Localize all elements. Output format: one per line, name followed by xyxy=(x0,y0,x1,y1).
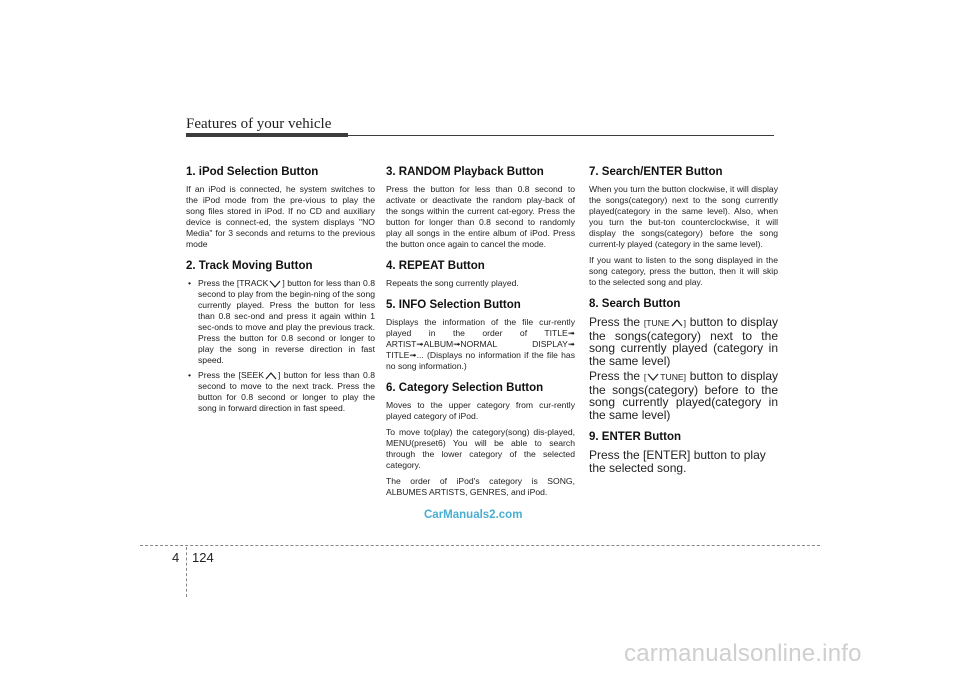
section-enter-text: Press the [ENTER] button to play the selected song. xyxy=(589,448,766,475)
site-watermark: carmanualsonline.info xyxy=(624,640,862,667)
section-track-moving-title: 2. Track Moving Button xyxy=(186,260,313,272)
section-category-selection-p1: Moves to the upper category from cur-rently played category of iPod. xyxy=(386,400,575,421)
section-search-title: 8. Search Button xyxy=(589,298,681,310)
chevron-down-icon xyxy=(647,373,659,381)
column-1 xyxy=(186,165,375,418)
section-random-playback-title: 3. RANDOM Playback Button xyxy=(386,166,544,178)
header-rule-thin xyxy=(348,135,774,136)
list-item: • Press the [TRACK ] button for less than 0.8 second to play from the begin-ning of the song currently played. Press the button for less than 0.8 sec-ond and press it again within 1 sec-onds to move and play the previous track. Press the button for 0.8 second or longer to play the song in reverse direction in fast speed. xyxy=(186,278,375,366)
carmanuals-watermark: CarManuals2.com xyxy=(424,509,523,521)
section-info-selection-text: Displays the information of the file cur-rently played in the order of TITLE➟ ARTIST➟ALBUM➟NORMAL DISPLAY➟ TITLE➟... (Displays no information if the file has no song information.) xyxy=(386,317,575,371)
section-search-text-b: Press the [ TUNE] button to display the songs(category) before to the song currently played(category in the same level) xyxy=(589,369,778,422)
section-ipod-selection-text: If an iPod is connected, he system switches to the iPod mode from the pre-vious to play the song files stored in iPod. If no CD and auxiliary device is connect-ed, the system displays "NO Media" for 3 seconds and returns to the previous mode xyxy=(186,184,375,249)
footer-rule xyxy=(140,545,820,546)
chapter-number: 4 xyxy=(172,550,180,565)
section-repeat-title: 4. REPEAT Button xyxy=(386,260,485,272)
page-header-title: Features of your vehicle xyxy=(186,116,332,132)
list-item: • Press the [SEEK ] button for less than 0.8 second to move to the next track. Press the button for 0.8 second or longer to play the song in forward direction in fast speed. xyxy=(186,370,375,414)
chevron-down-icon xyxy=(269,280,281,288)
section-repeat-text: Repeats the song currently played. xyxy=(386,278,519,288)
column-2 xyxy=(386,165,575,503)
section-ipod-selection-title: 1. iPod Selection Button xyxy=(186,166,319,178)
section-info-selection-title: 5. INFO Selection Button xyxy=(386,299,521,311)
section-category-selection-title: 6. Category Selection Button xyxy=(386,382,544,394)
section-category-selection-p3: The order of iPod's category is SONG, ALBUMES ARTISTS, GENRES, and iPod. xyxy=(386,476,575,497)
track-moving-list xyxy=(186,278,375,414)
column-3 xyxy=(589,165,778,477)
section-random-playback-text: Press the button for less than 0.8 second to activate or deactivate the random play-back of the songs within the current cat-egory. Press the button for longer than 0.8 second to randomly play all songs in the entire album of iPod. Press the button once again to cancel the mode. xyxy=(386,184,575,249)
section-category-selection-p2: To move to(play) the category(song) dis-played, MENU(preset6) You will be able to search through the lower category of the selected category. xyxy=(386,427,575,470)
section-enter-title: 9. ENTER Button xyxy=(589,431,681,443)
header-rule-thick xyxy=(186,133,348,137)
section-search-enter-p2: If you want to listen to the song displayed in the song category, press the button, then it will skip to the selected song and play. xyxy=(589,255,778,287)
section-search-text-a: Press the [TUNE ] button to display the songs(category) next to the song currently played (category in the same level) xyxy=(589,315,778,368)
page-number: 124 xyxy=(192,550,214,565)
chevron-up-icon xyxy=(265,372,277,380)
footer-vertical-rule xyxy=(186,547,187,597)
chevron-up-icon xyxy=(671,319,683,327)
section-search-enter-title: 7. Search/ENTER Button xyxy=(589,166,723,178)
section-search-enter-p1: When you turn the button clockwise, it will display the songs(category) next to the song currently played(category in the same level). Also, when you turn the but-ton counterclockwise, it will display the songs(category) before the song current-ly played (category in the same level). xyxy=(589,184,778,249)
